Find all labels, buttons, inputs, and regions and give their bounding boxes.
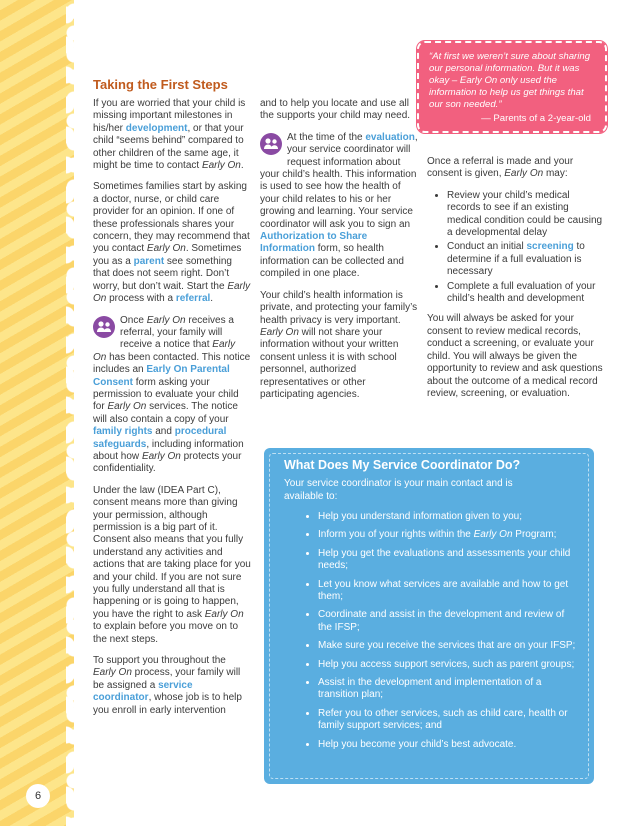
list-item: • Coordinate and assist in the development and review of the IFSP; bbox=[318, 609, 580, 634]
list-item: • Make sure you receive the services that are on your IFSP; bbox=[318, 640, 580, 652]
list-item: • Conduct an initial screening to determine if a full evaluation is necessary bbox=[447, 241, 603, 278]
paragraph-service-coordinator: To support you throughout the Early On process, your family will be assigned a service coordinator, whose job is to help you enroll in early intervention bbox=[93, 655, 242, 716]
column-right bbox=[427, 156, 603, 409]
page-number: 6 bbox=[26, 784, 50, 808]
paragraph-evaluation-health: At the time of the evaluation, your service coordinator will request information about your child’s health. This information is used to see how the health of your child relates to his or her growing and learning. Your service coordinator will ask you to sign an Authorization to Share Information form, so health information can be collected and compiled in one place. bbox=[260, 131, 418, 280]
quote-attribution: — Parents of a 2-year-old bbox=[481, 113, 591, 124]
paragraph-notice: Once Early On receives a referral, your family will receive a notice that Early On has been contacted. This notice includes an Early On Parental Consent form asking your permission to evaluate your child for Early On services. The notice will also contain a copy of your family rights and procedural safeguards, including information about how Early On protects your confidentiality. bbox=[93, 314, 251, 475]
list-item: • Refer you to other services, such as child care, health or family support services; and bbox=[318, 708, 580, 733]
coordinator-duties-list bbox=[278, 511, 580, 751]
coordinator-intro: Your service coordinator is your main contact and is available to: bbox=[284, 478, 513, 502]
keyword-authorization: Authorization to Share Information bbox=[260, 231, 368, 255]
paragraph-always-asked: You will always be asked for your consent to review medical records, conduct a screening, or evaluate your child. You will always be given the opportunity to review and ask questions about the outcome of a medical record review, screening, or evaluation. bbox=[427, 313, 603, 399]
list-item: • Let you know what services are available and how to get them; bbox=[318, 579, 580, 604]
paragraph-health-privacy: Your child’s health information is private, and protecting your family’s health privacy is very important. Early On will not share your information without your written consent unless it is with school personnel, authorized representatives or other participating agencies. bbox=[260, 289, 418, 400]
paragraph-locate-supports: and to help you locate and use all the supports your child may need. bbox=[260, 98, 411, 122]
list-item: • Complete a full evaluation of your child’s health and development bbox=[447, 281, 603, 306]
family-icon bbox=[93, 316, 115, 338]
paragraph-start-referral: Sometimes families start by asking a doctor, nurse, or child care provider for an opinion. If one of these professionals shares your concern, they may recommend that you contact Early On. Sometimes you as a parent see something that does not seem right. Don’t worry, but don’t wait. Start the Early On process with a referral. bbox=[93, 181, 251, 305]
column-middle bbox=[260, 98, 418, 410]
keyword-parental-consent: Early On Parental Consent bbox=[93, 364, 230, 388]
keyword-parent: parent bbox=[133, 255, 165, 267]
keyword-referral: referral bbox=[175, 293, 211, 305]
keyword-service-coordinator: service coordinator bbox=[93, 679, 193, 704]
keyword-family-rights: family rights bbox=[93, 426, 153, 438]
list-item: • Review your child’s medical records to see if an existing medical condition could be causing a developmental delay bbox=[447, 190, 603, 240]
keyword-evaluation: evaluation bbox=[365, 131, 415, 143]
list-item: • Help you understand information given to you; bbox=[318, 511, 580, 523]
service-coordinator-box bbox=[264, 448, 594, 784]
paragraph-referral-made: Once a referral is made and your consent is given, Early On may: bbox=[427, 156, 574, 180]
quote-text: “At first we weren’t sure about sharing our personal information. But it was okay – Early On only used the information to help us get things that our son needed.” bbox=[429, 51, 591, 110]
paragraph-consent-law: Under the law (IDEA Part C), consent means more than giving your permission, although permission is a big part of it. Consent also means that you fully understand any activities and actions that are taking place for you and your child. If you are not sure you fully understand all that is happening or is going to happen, you have the right to ask Early On to explain before you move on to the next steps. bbox=[93, 484, 251, 645]
early-on-actions-list bbox=[427, 190, 603, 306]
list-item: • Inform you of your rights within the Early On Program; bbox=[318, 529, 580, 541]
list-item: • Help you access support services, such as parent groups; bbox=[318, 659, 580, 671]
list-item: • Assist in the development and implementation of a transition plan; bbox=[318, 677, 580, 702]
column-left bbox=[93, 98, 251, 726]
keyword-development: development bbox=[125, 122, 188, 134]
family-icon bbox=[260, 133, 282, 155]
list-item: • Help you get the evaluations and assessments your child needs; bbox=[318, 548, 580, 573]
keyword-procedural-safeguards: procedural safeguards bbox=[93, 426, 227, 450]
list-item: • Help you become your child’s best advocate. bbox=[318, 739, 580, 751]
parent-quote-box bbox=[417, 41, 607, 133]
paragraph-worried: If you are worried that your child is missing important milestones in his/her development, or that your child “seems behind” compared to other children of the same age, it might be time to contact Early On. bbox=[93, 98, 246, 172]
section-heading: Taking the First Steps bbox=[93, 77, 228, 92]
keyword-screening: screening bbox=[526, 241, 574, 253]
coordinator-box-title: What Does My Service Coordinator Do? bbox=[284, 458, 521, 472]
decorative-wavy-border bbox=[0, 0, 74, 826]
